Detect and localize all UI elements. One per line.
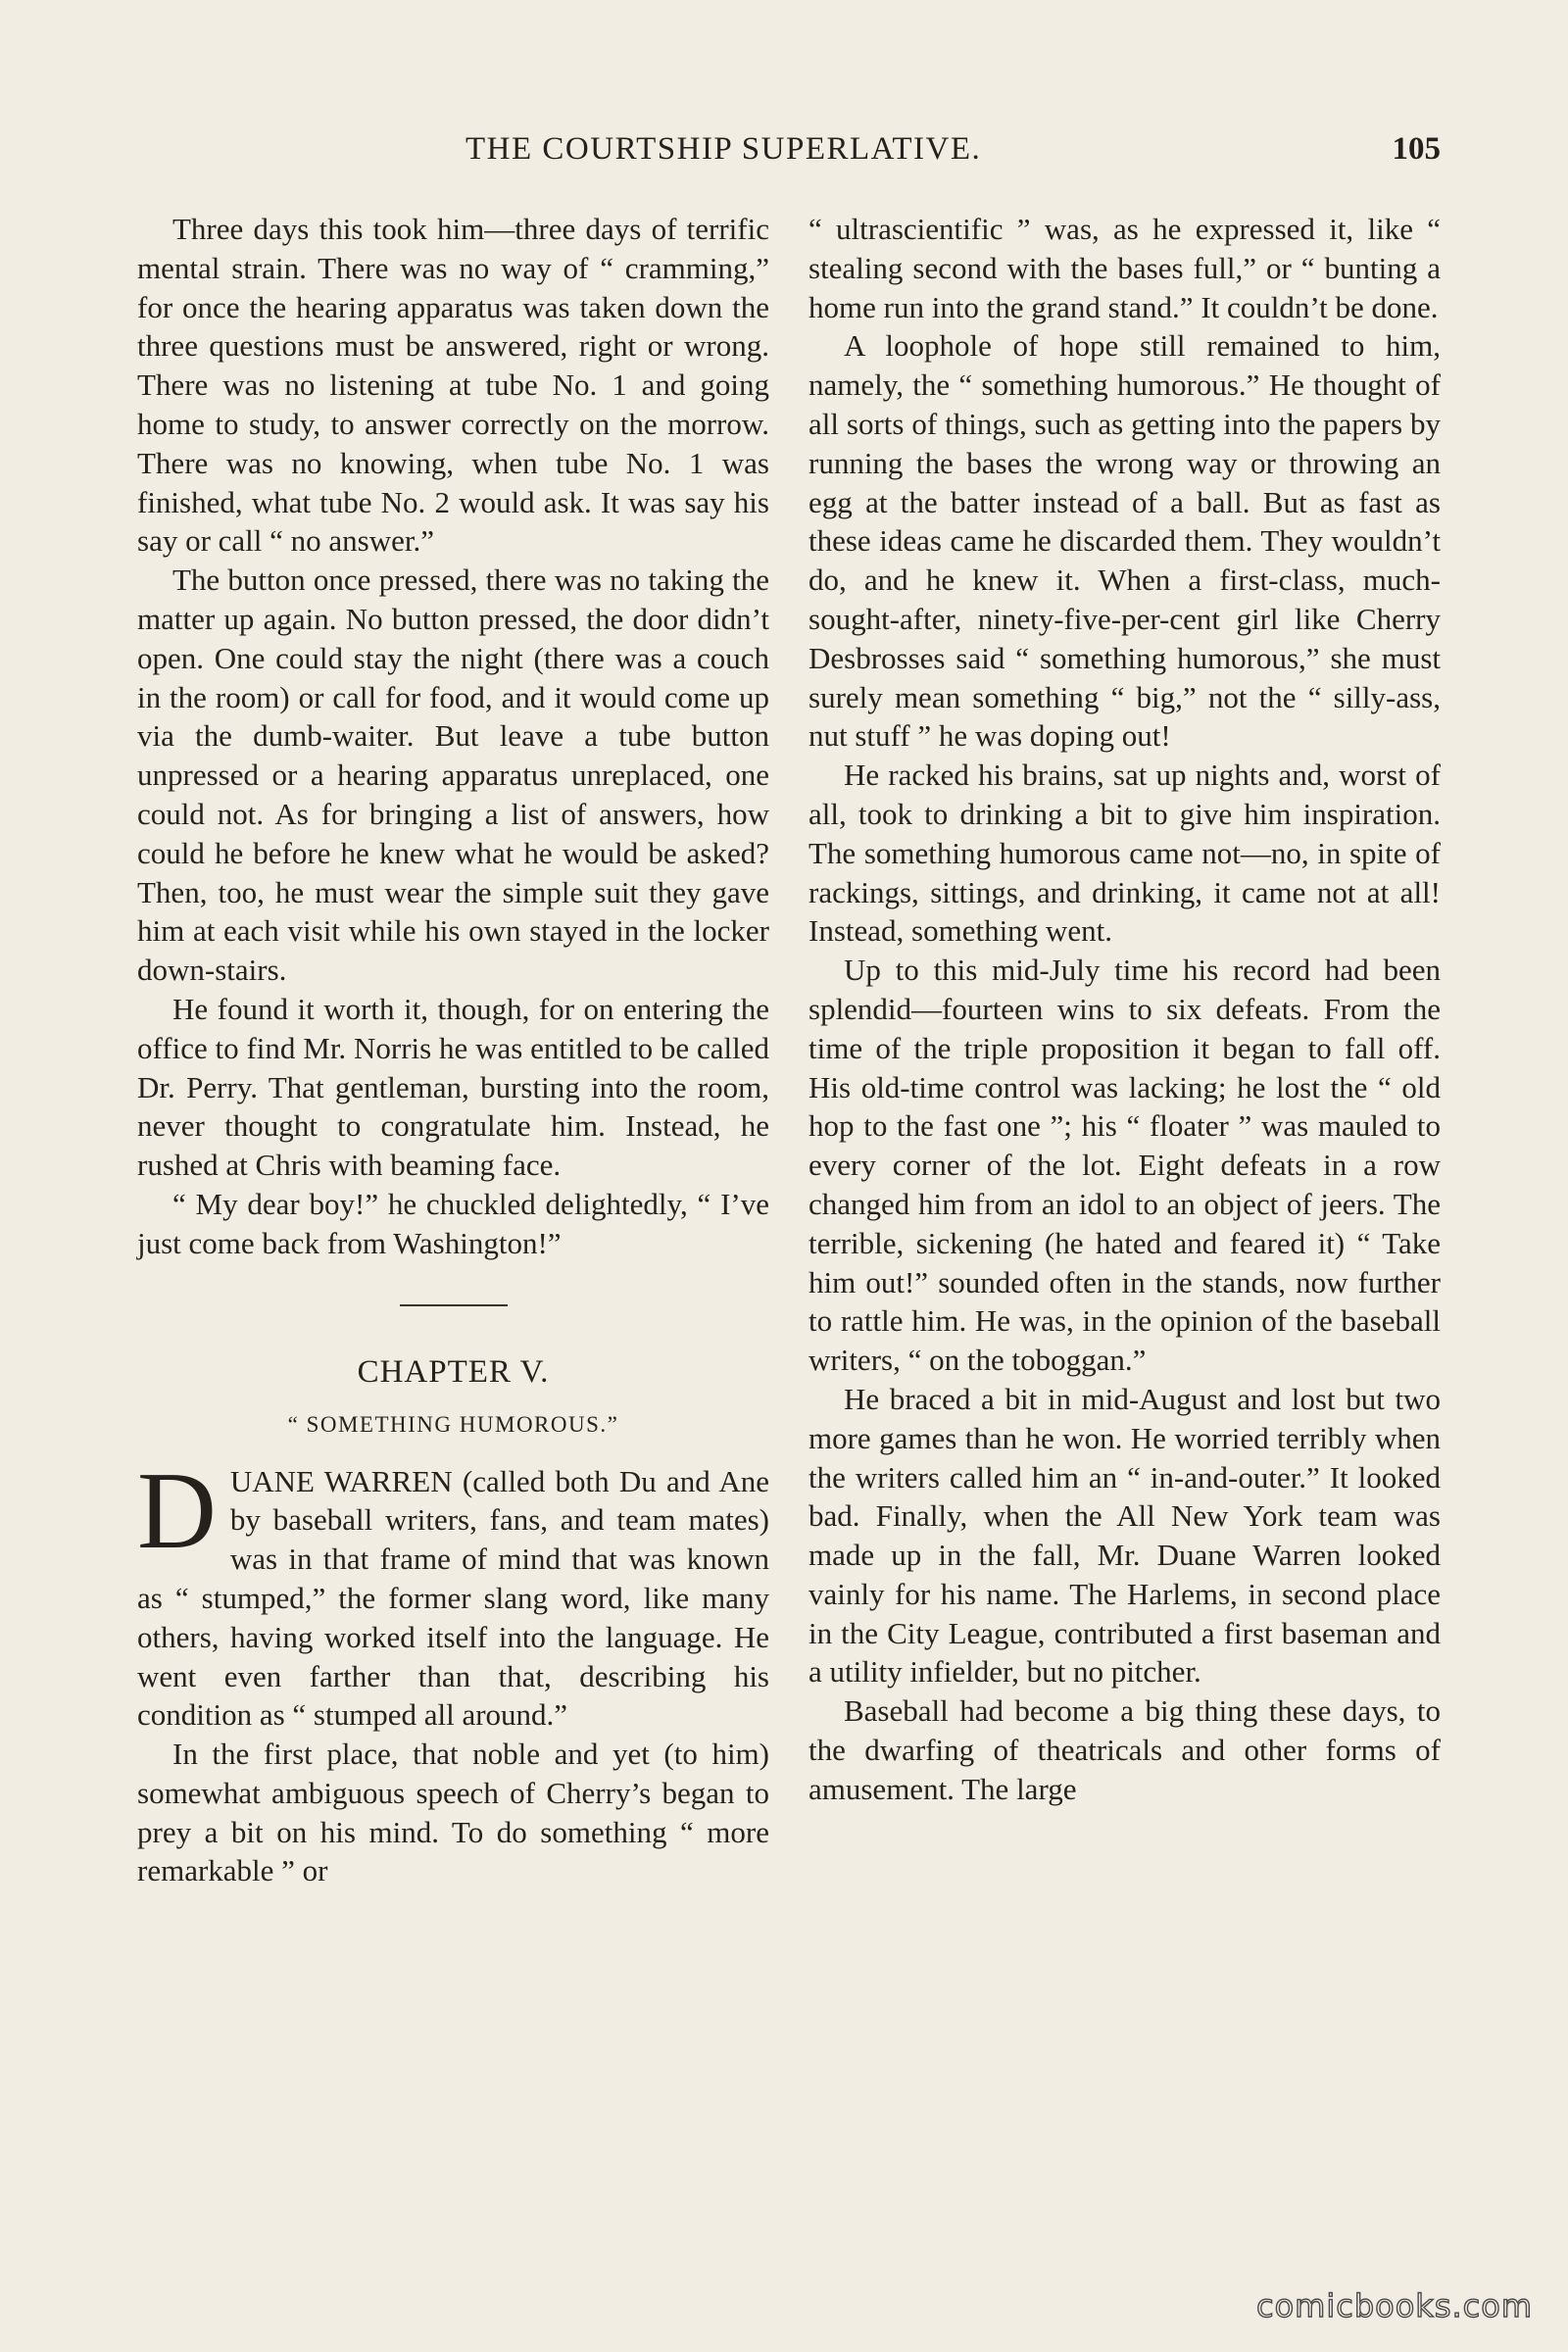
drop-cap: D [137,1449,217,1572]
watermark: comicbooks.com [1255,2287,1533,2325]
paragraph: Up to this mid-July time his record had been splendid—fourteen wins to six defeats. From the time of the triple proposition it began to fall off. His old-time control was lacking; he lost the “ old hop to the fast one ”; his “ floater ” was mauled to every corner of the lot. Eight defeats in a row changed him from an idol to an object of jeers. The terrible, sickening (he hated and feared it) “ Take him out!” sounded often in the stands, now further to rattle him. He was, in the opinion of the baseball writers, “ on the toboggan.” [808,953,1441,1378]
paragraph: Baseball had become a big thing these days, to the dwarfing of theatricals and other forms of amusement. The large [808,1693,1441,1806]
page-number: 105 [1392,131,1441,167]
section-divider [400,1304,508,1306]
chapter-subtitle: “ SOMETHING HUMOROUS.” [287,1411,619,1437]
paragraph: In the first place, that noble and yet (to him) somewhat ambiguous speech of Cherry’s began to prey a bit on his mind. To do something “ more remarkable ” or [137,1737,769,1888]
paragraph: He braced a bit in mid-August and lost but two more games than he won. He worried terribly when the writers called him an “ in-and-outer.” It looked bad. Finally, when the All New York team was made up in the fall, Mr. Duane Warren looked vainly for his name. The Harlems, in second place in the City League, contributed a first baseman and a utility infielder, but no pitcher. [808,1381,1441,1690]
left-column [137,210,769,1890]
chapter-heading: CHAPTER V. [357,1353,550,1390]
paragraph: The button once pressed, there was no taking the matter up again. No button pressed, the door didn’t open. One could stay the night (there was a couch in the room) or call for food, and it would come up via the dumb-waiter. But leave a tube button unpressed or a hearing apparatus unreplaced, one could not. As for bringing a list of answers, how could he before he knew what he would be asked? Then, too, he must wear the simple suit they gave him at each visit while his own stayed in the locker down-stairs. [137,563,769,988]
paragraph: He racked his brains, sat up nights and, worst of all, took to drinking a bit to give him inspiration. The something humorous came not—no, in spite of rackings, sittings, and drinking, it came not at all! Instead, something went. [808,758,1441,949]
paragraph: A loophole of hope still remained to him, namely, the “ something humorous.” He thought of all sorts of things, such as getting into the papers by running the bases the wrong way or throwing an egg at the batter instead of a ball. But as fast as these ideas came he discarded them. They wouldn’t do, and he knew it. When a first-class, much-sought-after, ninety-five-per-cent girl like Cherry Desbrosses said “ something humorous,” she must surely mean something “ big,” not the “ silly-ass, nut stuff ” he was doping out! [808,328,1441,754]
paragraph: “ My dear boy!” he chuckled delightedly, “ I’ve just come back from Washington!” [137,1186,769,1260]
opening-paragraph [137,1449,769,1736]
right-column [808,210,1441,1809]
paragraph: Three days this took him—three days of terrific mental strain. There was no way of “ cramming,” for once the hearing apparatus was taken down the three questions must be answered, right or wrong. There was no listening at tube No. 1 and going home to study, to answer correctly on the morrow. There was no knowing, when tube No. 1 was finished, what tube No. 2 would ask. It was say his say or call “ no answer.” [137,212,769,559]
paragraph: He found it worth it, though, for on entering the office to find Mr. Norris he was entitled to be called Dr. Perry. That gentleman, bursting into the room, never thought to congratulate him. Instead, he rushed at Chris with beaming face. [137,991,769,1183]
running-title: THE COURTSHIP SUPERLATIVE. [466,131,982,167]
paragraph: “ ultrascientific ” was, as he expressed it, like “ stealing second with the bases full,” or “ bunting a home run into the grand stand.” It couldn’t be done. [808,212,1441,324]
running-head [137,131,1441,180]
opening-text: UANE WARREN (called both Du and Ane by baseball writers, fans, and team mates) was in that frame of mind that was known as “ stumped,” the former slang word, like many others, having worked itself into the language. He went even farther than that, describing his condition as “ stumped all around.” [137,1463,769,1733]
